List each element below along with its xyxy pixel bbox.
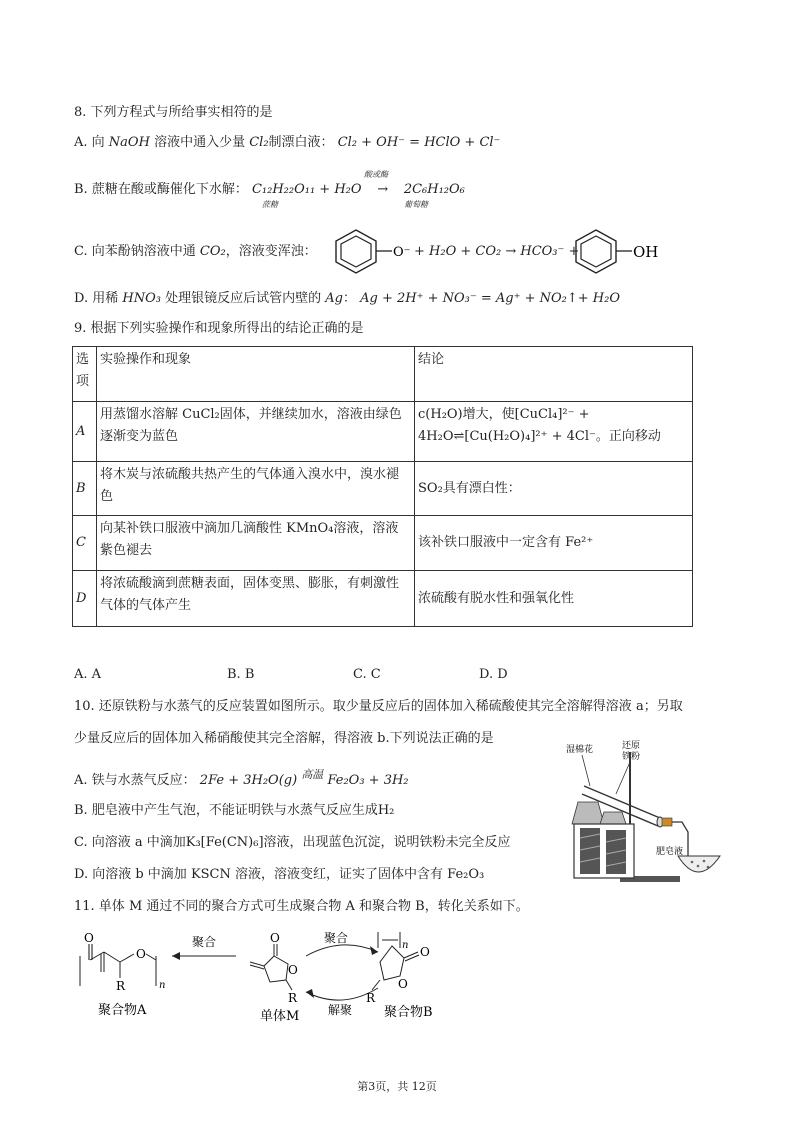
q9-option-a: A. A	[74, 667, 102, 682]
q9-row-operation	[97, 516, 415, 571]
q9-option-d: D. D	[479, 667, 508, 682]
label-polymer-a: 聚合物A	[98, 1003, 147, 1018]
q8b-eq-left: C₁₂H₂₂O₁₁ + H₂O	[251, 182, 362, 197]
q8d-hno3: HNO₃	[122, 291, 161, 306]
q9-row-conclusion: 浓硫酸有脱水性和强氧化性	[415, 571, 693, 627]
q8a-label: A. 向	[74, 135, 105, 150]
q10a-condition: 高温	[301, 768, 324, 781]
q9-row-op-line2: 紫色褪去	[100, 543, 153, 558]
label-wet-cotton: 湿棉花	[566, 745, 594, 755]
polymer-a-ester-o: O	[136, 947, 146, 961]
q9-row-c-line1: c(H₂O)增大，使[CuCl₄]²⁻ +	[418, 407, 590, 422]
q8c-co2: CO₂	[199, 244, 226, 259]
q9-row-operation	[97, 571, 415, 627]
q10-option-a	[74, 766, 409, 790]
polymer-b-r: R	[366, 991, 376, 1005]
q10a-eq-left: 2Fe + 3H₂O(g)	[199, 773, 298, 788]
q10-stem-line2: 少量反应后的固体加入稀硝酸使其完全溶解，得溶液 b.下列说法正确的是	[74, 731, 494, 746]
table-row	[73, 571, 693, 627]
q9-row-option: C	[73, 516, 97, 571]
q9-header-option-2: 项	[76, 374, 90, 389]
label-monomer-m: 单体M	[260, 1009, 300, 1022]
q9-row-op-line2: 气体的气体产生	[100, 598, 192, 613]
q9-row-op-line2: 色	[100, 489, 114, 504]
q9-row-option: B	[73, 462, 97, 516]
q8c-text: ，溶液变浑浊：	[225, 244, 317, 259]
q8b-label: B. 蔗糖在酸或酶催化下水解：	[74, 182, 248, 197]
q9-row-operation	[97, 402, 415, 462]
q8-option-a	[74, 134, 500, 152]
q9-row-op-line2: 逐渐变为蓝色	[100, 429, 179, 444]
q8d-ag: Ag	[325, 291, 343, 306]
q10-option-d: D. 向溶液 b 中滴加 KSCN 溶液，溶液变红，证实了固体中含有 Fe₂O₃	[74, 867, 485, 882]
q8b-under-sucrose: 蔗糖	[262, 200, 278, 209]
q9-header-option-1: 选	[76, 352, 90, 367]
q9-stem: 9. 根据下列实验操作和现象所得出的结论正确的是	[74, 321, 364, 336]
q8a-naoh: NaOH	[108, 135, 150, 150]
q9-header-row	[73, 347, 693, 402]
table-row	[73, 462, 693, 516]
label-iron-powder-2: 铁粉	[622, 752, 641, 762]
q8b-condition: 酸或酶	[364, 170, 388, 179]
page-footer: 第3页，共 12页	[357, 1080, 437, 1093]
polymer-b-ring-o: O	[398, 977, 408, 991]
phenoxide-o: O⁻	[393, 245, 411, 260]
q9-row-conclusion	[415, 402, 693, 462]
q9-option-c: C. C	[353, 667, 381, 682]
q9-row-op-line1: 用蒸馏水溶解 CuCl₂固体，并继续加水，溶液由绿色	[100, 407, 402, 422]
q9-row-conclusion: 该补铁口服液中一定含有 Fe²⁺	[415, 516, 693, 571]
arrow-polymerize-label: 聚合	[192, 935, 217, 949]
q8-option-b	[74, 181, 465, 199]
q10-stem-line1: 10. 还原铁粉与水蒸气的反应装置如图所示。取少量反应后的固体加入稀硫酸使其完全溶解得溶液 a；另取	[74, 699, 683, 714]
q8-stem: 8. 下列方程式与所给事实相符的是	[74, 105, 273, 120]
polymer-a-n: n	[159, 980, 166, 991]
q9-row-operation	[97, 462, 415, 516]
q9-row-option: A	[73, 402, 97, 462]
q10a-eq-right: Fe₂O₃ + 3H₂	[327, 773, 409, 788]
label-soap-solution: 肥皂液	[656, 847, 684, 857]
q11-stem: 11. 单体 M 通过不同的聚合方式可生成聚合物 A 和聚合物 B，转化关系如下。	[74, 899, 529, 914]
q9-header-conclusion: 结论	[415, 347, 693, 402]
q9-header-option	[73, 347, 97, 402]
q8a-equation: Cl₂ + OH⁻ = HClO + Cl⁻	[337, 135, 501, 150]
phenol-oh: OH	[633, 243, 659, 261]
table-row	[73, 516, 693, 571]
q9-row-op-line1: 将浓硫酸滴到蔗糖表面，固体变黑、膨胀，有刺激性	[100, 576, 400, 591]
q11-reaction-scheme	[74, 922, 494, 1022]
q8a-cl2: Cl₂	[249, 135, 269, 150]
q8b-arrow: →	[377, 182, 389, 197]
label-polymer-b: 聚合物B	[384, 1005, 433, 1020]
q8-option-d	[74, 290, 620, 308]
q9-row-option: D	[73, 571, 97, 627]
phenol-structure	[566, 226, 666, 276]
table-row	[73, 402, 693, 462]
polymer-a-structure	[80, 931, 165, 1018]
polymer-b-carbonyl-o: O	[420, 945, 430, 959]
q10-option-b: B. 肥皂液中产生气泡，不能证明铁与水蒸气反应生成H₂	[74, 803, 395, 818]
q8d-text: 处理银镜反应后试管内壁的	[165, 291, 322, 306]
q8a-text: 溶液中通入少量	[154, 135, 246, 150]
q9-row-conclusion: SO₂具有漂白性：	[415, 462, 693, 516]
q8d-colon: ：	[342, 291, 356, 306]
polymer-b-structure	[366, 932, 433, 1020]
q8d-label: D. 用稀	[74, 291, 119, 306]
polymer-b-n: n	[402, 940, 409, 951]
monomer-m-structure	[250, 931, 299, 1022]
label-iron-powder-1: 还原	[622, 741, 641, 751]
q9-row-op-line1: 将木炭与浓硫酸共热产生的气体通入溴水中，溴水褪	[100, 467, 400, 482]
q9-header-operation: 实验操作和现象	[97, 347, 415, 402]
q9-row-c-line2: 4H₂O⇌[Cu(H₂O)₄]²⁺ + 4Cl⁻。正向移动	[418, 429, 661, 444]
q10-option-c: C. 向溶液 a 中滴加K₃[Fe(CN)₆]溶液，出现蓝色沉淀，说明铁粉未完全反应	[74, 835, 511, 850]
q8c-equation-mid: + H₂O + CO₂ → HCO₃⁻ +	[414, 244, 580, 259]
polymer-a-carbonyl-o: O	[84, 931, 94, 945]
q8b-under-glucose: 葡萄糖	[404, 200, 428, 209]
polymer-a-r: R	[116, 979, 126, 993]
q9-option-b: B. B	[227, 667, 255, 682]
monomer-r: R	[288, 991, 298, 1005]
q8-option-c	[74, 243, 317, 261]
q8a-text2: 制漂白液：	[268, 135, 334, 150]
monomer-carbonyl-o: O	[270, 931, 280, 945]
q8b-eq-right: 2C₆H₁₂O₆	[403, 182, 465, 197]
q8d-equation: Ag + 2H⁺ + NO₃⁻ = Ag⁺ + NO₂↑+ H₂O	[360, 291, 620, 306]
q8c-label: C. 向苯酚钠溶液中通	[74, 244, 196, 259]
q9-table	[72, 346, 693, 627]
phenoxide-structure	[326, 226, 416, 276]
monomer-ring-o: O	[288, 963, 298, 977]
arrow-depolymerize-label: 解聚	[328, 1003, 353, 1017]
q9-row-op-line1: 向某补铁口服液中滴加几滴酸性 KMnO₄溶液，溶液	[100, 521, 399, 536]
q10-apparatus-figure	[560, 738, 740, 894]
arrow-polymerize-top-label: 聚合	[324, 931, 349, 945]
q10a-label: A. 铁与水蒸气反应：	[74, 773, 196, 788]
